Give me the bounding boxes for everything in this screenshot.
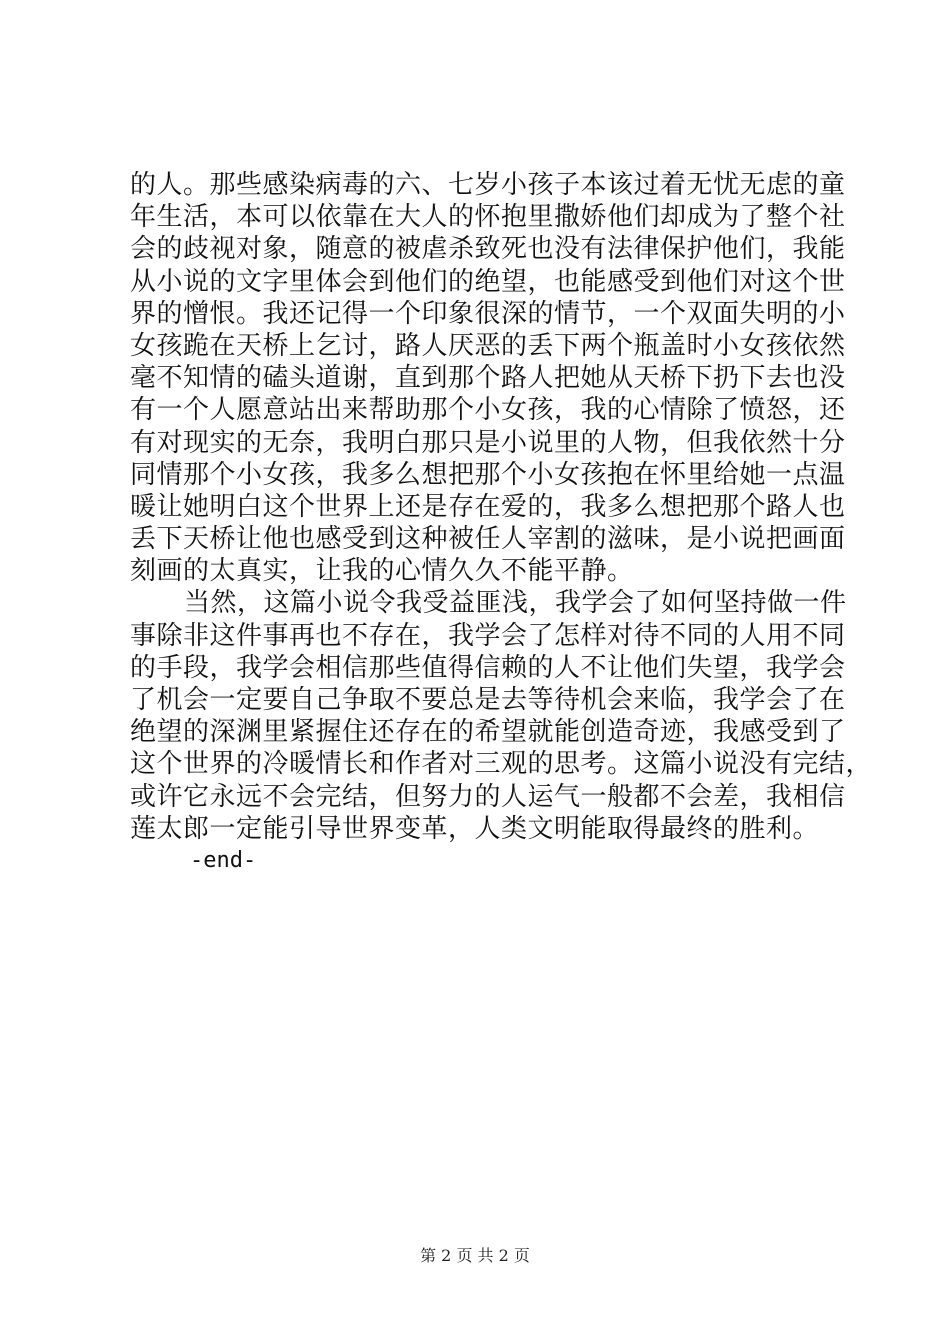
text-line: 事除非这件事再也不存在，我学会了怎样对待不同的人用不同 — [130, 620, 846, 651]
text-line: 会的歧视对象，随意的被虐杀致死也没有法律保护他们，我能 — [130, 234, 846, 265]
text-line: 了机会一定要自己争取不要总是去等待机会来临，我学会了在 — [130, 685, 846, 715]
text-line: 暖让她明白这个世界上还是存在爱的，我多么想把那个路人也 — [130, 491, 846, 522]
text-line: 丢下天桥让他也感受到这种被任人宰割的滋味，是小说把画面 — [130, 524, 846, 555]
text-line: 绝望的深渊里紧握住还存在的希望就能创造奇迹，我感受到了 — [130, 717, 846, 748]
text-line: 这个世界的冷暖情长和作者对三观的思考。这篇小说没有完结， — [130, 749, 873, 780]
page-number: 第 2 页 共 2 页 — [420, 1246, 530, 1265]
text-line: 有一个人愿意站出来帮助那个小女孩，我的心情除了愤怒，还 — [130, 395, 846, 426]
text-line: 有对现实的无奈，我明白那只是小说里的人物，但我依然十分 — [130, 427, 846, 458]
text-line: 从小说的文字里体会到他们的绝望，也能感受到他们对这个世 — [130, 266, 846, 297]
text-line: 莲太郎一定能引导世界变革，人类文明能取得最终的胜利。 — [130, 813, 820, 844]
text-line: 毫不知情的磕头道谢，直到那个路人把她从天桥下扔下去也没 — [130, 363, 846, 394]
text-line: 刻画的太真实，让我的心情久久不能平静。 — [130, 556, 634, 587]
text-line: 的手段，我学会相信那些值得信赖的人不让他们失望，我学会 — [130, 652, 846, 683]
text-line: 界的憎恨。我还记得一个印象很深的情节，一个双面失明的小 — [130, 298, 846, 329]
text-line: 女孩跪在天桥上乞讨，路人厌恶的丢下两个瓶盖时小女孩依然 — [130, 330, 846, 361]
text-line: 或许它永远不会完结，但努力的人运气一般都不会差，我相信 — [130, 781, 846, 812]
end-mark: -end- — [190, 847, 257, 873]
text-line: 的人。那些感染病毒的六、七岁小孩子本该过着无忧无虑的童 — [130, 170, 846, 200]
paragraph-start-line: 当然，这篇小说令我受益匪浅，我学会了如何坚持做一件 — [184, 588, 847, 619]
text-line: 年生活，本可以依靠在大人的怀抱里撒娇他们却成为了整个社 — [130, 202, 846, 233]
document-body — [130, 169, 873, 877]
text-line: 同情那个小女孩，我多么想把那个小女孩抱在怀里给她一点温 — [130, 459, 846, 490]
page-footer — [0, 1243, 950, 1266]
